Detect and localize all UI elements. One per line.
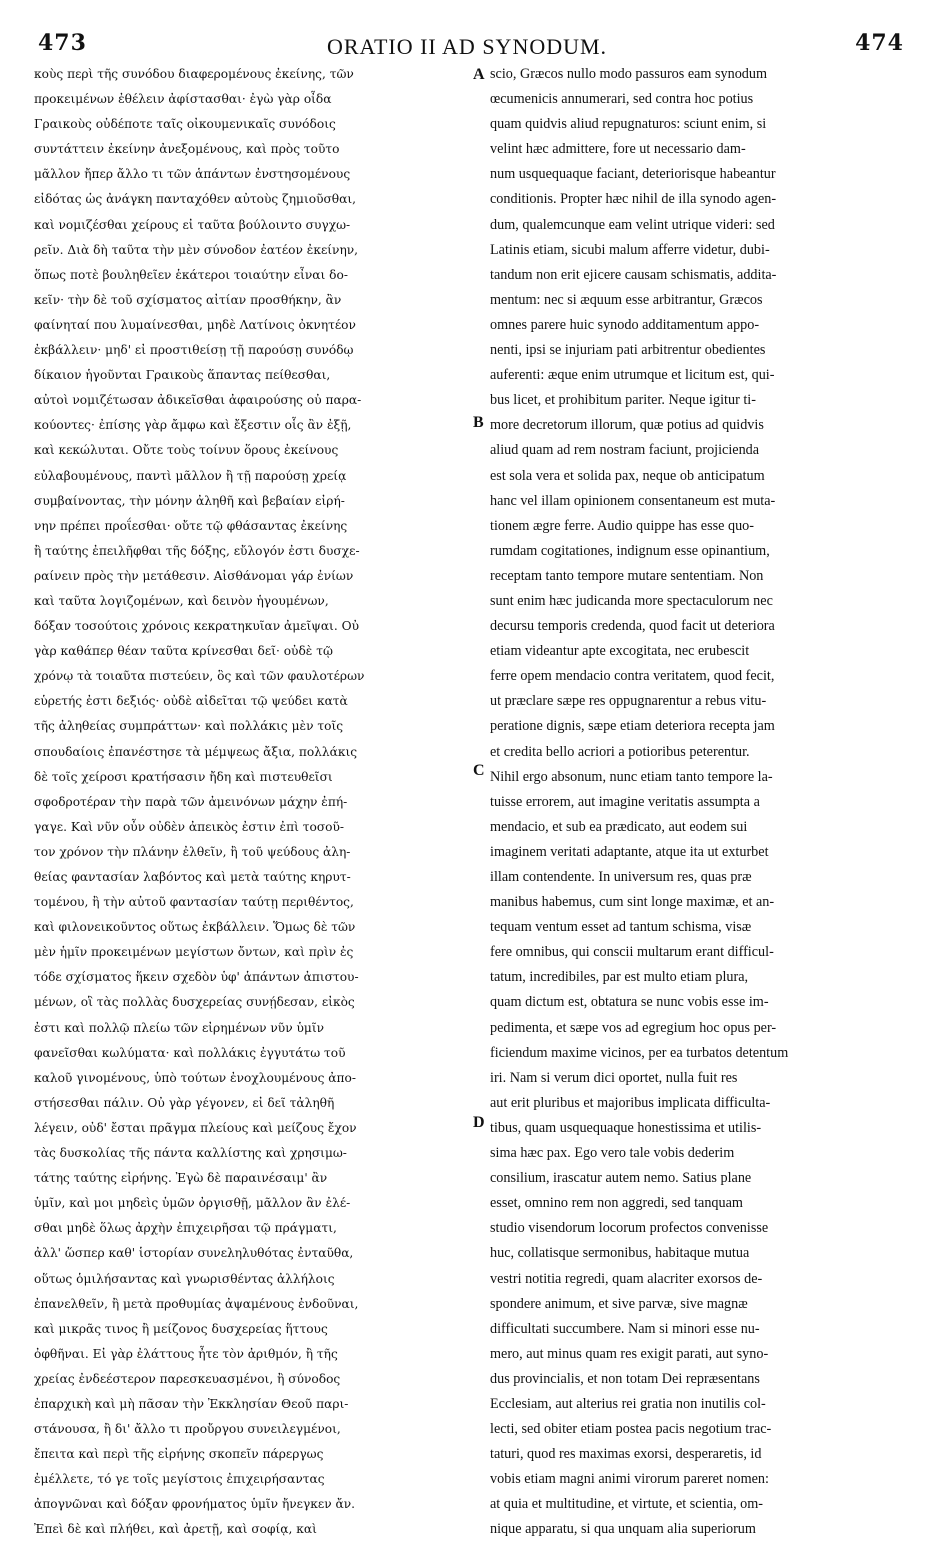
latin-text-line: ferre opem mendacio contra veritatem, quod fecit,: [490, 668, 775, 685]
greek-text-line: καὶ νομιζέσθαι χείρους εἰ ταῦτα βούλοιντο συγχω-: [34, 217, 351, 232]
latin-text-line: est sola vera et solida pax, neque ob anticipatum: [490, 467, 765, 484]
latin-text-line: taturi, quod res maximas exorsi, desperaretis, id: [490, 1446, 762, 1463]
greek-text-line: τον χρόνον τὴν πλάνην ἐλθεῖν, ἢ τοῦ ψεύδους ἀλη-: [34, 844, 351, 859]
latin-text-line: Ecclesiam, aut alterius rei gratia non inutilis col-: [490, 1395, 766, 1412]
greek-text-line: ἀλλ' ὥσπερ καθ' ἱστορίαν συνεληλυθότας ἐνταῦθα,: [34, 1246, 354, 1261]
latin-text-line: quam quidvis aliud repugnaturos: sciunt enim, si: [490, 116, 767, 133]
latin-column: [490, 62, 898, 1538]
greek-text-line: ὑμῖν, καὶ μοι μηδεὶς ὑμῶν ὀργισθῇ, μᾶλλον ἂν ἐλέ-: [34, 1196, 351, 1211]
latin-text-line: aut erit pluribus et majoribus implicata difficulta-: [490, 1094, 771, 1111]
latin-text-line: illam contendente. In universum res, quas præ: [490, 869, 752, 885]
greek-text-line: τόδε σχίσματος ἥκειν σχεδὸν ὑφ' ἁπάντων ἀπιστου-: [34, 970, 359, 985]
latin-text-line: imaginem veritati adaptante, atque ita ut exturbet: [490, 843, 769, 860]
greek-text-line: δὲ τοῖς χείροσι κρατήσασιν ἤδη καὶ πιστευθεῖσι: [34, 769, 333, 784]
greek-text-line: ἐμέλλετε, τό γε τοῖς μεγίστοις ἐπιχειρήσαντας: [34, 1472, 325, 1487]
latin-text-line: lecti, sed obiter etiam postea pacis negotium trac-: [490, 1421, 772, 1438]
latin-text-line: fere omnibus, qui conscii multarum erant difficul-: [490, 944, 774, 961]
latin-text-line: manibus habemus, cum sint longe maximæ, et an-: [490, 894, 775, 911]
page-header: [30, 22, 904, 58]
greek-text-line: τῆς ἀληθείας συμπράττων· καὶ πολλάκις μὲν τοῖς: [34, 719, 344, 734]
latin-text-line: spondere animum, et sive parvæ, sive magnæ: [490, 1295, 748, 1312]
latin-text-line: œcumenicis annumerari, sed contra hoc potius: [490, 91, 754, 108]
greek-text-line: στήσεσθαι πάλιν. Οὐ γὰρ γέγονεν, εἰ δεῖ τἀληθῆ: [34, 1095, 335, 1110]
latin-text-line: ut præclare sæpe res oppugnarentur a rebus vitu-: [490, 693, 767, 710]
greek-text-line: αὐτοὶ νομιζέτωσαν ἀδικεῖσθαι ἀφαιρούσης οὐ παρα-: [34, 393, 362, 408]
greek-text-line: τομένου, ἢ τὴν αὐτοῦ φαντασίαν ταύτῃ περιθέντος,: [34, 895, 354, 910]
greek-text-line: τὰς δυσκολίας τῆς πάντα καλλίστης καὶ χρησιμω-: [34, 1146, 347, 1161]
greek-text-line: χρείας ἐνδεέστερον παρεσκευασμένοι, ἢ σύνοδος: [34, 1371, 341, 1386]
greek-text-line: κοὺς περὶ τῆς συνόδου διαφερομένους ἐκείνης, τῶν: [34, 67, 354, 81]
latin-text-line: quam dictum est, obtatura se nunc vobis esse im-: [490, 994, 769, 1011]
latin-text-line: etiam videantur apte excogitata, nec erubescit: [490, 643, 750, 660]
latin-text-line: tatum, incredibiles, par est multo etiam plura,: [490, 969, 749, 986]
greek-text-line: καὶ μικρᾶς τινος ἢ μείζονος δυσχερείας ἥττους: [34, 1321, 328, 1336]
latin-text-line: vestri notitia regredi, quam alacriter exorsos de-: [490, 1270, 763, 1287]
latin-text-line: difficultati succumbere. Nam si minori esse nu-: [490, 1320, 760, 1337]
page-number-left: 473: [38, 30, 87, 56]
greek-text-line: ἐπανελθεῖν, ἢ μετὰ προθυμίας ἀψαμένους ἐνδοῦναι,: [34, 1296, 359, 1311]
greek-text-line: καὶ κεκώλυται. Οὔτε τοὺς τοίνυν ὅρους ἐκείνους: [34, 443, 339, 458]
greek-text-line: ὀφθῆναι. Εἰ γὰρ ἐλάττους ἦτε τὸν ἀριθμόν, ἢ τῆς: [34, 1346, 338, 1361]
latin-text-line: mero, aut minus quam res exigit parati, aut syno-: [490, 1345, 769, 1362]
greek-text-line: τάτης ταύτης εἰρήνης. Ἐγὼ δὲ παραινέσαιμ' ἂν: [34, 1171, 328, 1186]
greek-text-line: εὐλαβουμένους, παντὶ μᾶλλον ἢ τῇ παρούσῃ χρείᾳ: [34, 468, 347, 483]
greek-text-line: εὑρετής ἐστι δεξιός· οὐδὲ αἰδεῖται τῷ ψεύδει κατὰ: [34, 694, 348, 709]
greek-text-line: μὲν ἡμῖν προκειμένων μεγίστων ὄντων, καὶ πρὶν ἐς: [34, 945, 354, 960]
greek-text-line: συντάττειν ἐκείνην ἀνεξομένους, καὶ πρὸς τοῦτο: [34, 142, 340, 157]
greek-text-line: συμβαίνοντας, τὴν μόνην ἀληθῆ καὶ βεβαίαν εἰρή-: [34, 493, 345, 508]
latin-text-line: tibus, quam usquequaque honestissima et utilis-: [490, 1119, 762, 1136]
greek-text-line: φαίνηταί που λυμαίνεσθαι, μηδὲ Λατίνοις ὀκνητέον: [34, 317, 356, 332]
greek-text-line: στάνουσα, ἢ δι' ἄλλο τι προὔργου συνειλεγμένοι,: [34, 1422, 341, 1437]
greek-text-line: νην πρέπει προΐεσθαι· οὔτε τῷ φθάσαντας ἐκείνης: [34, 518, 348, 533]
latin-text-line: bus licet, et prohibitum pariter. Neque igitur ti-: [490, 392, 756, 409]
section-marker-a: A: [473, 66, 485, 83]
latin-text-line: at quia et multitudine, et virtute, et scientia, om-: [490, 1496, 764, 1513]
greek-text-line: σθαι μηδὲ ὅλως ἀρχὴν ἐπιχειρῆσαι τῷ πράγματι,: [34, 1221, 337, 1236]
greek-text-line: γὰρ καθάπερ θέαν ταῦτα κρίνεσθαι δεῖ· οὐδὲ τῷ: [34, 644, 333, 659]
greek-text-line: ραίνειν πρὸς τὴν μετάθεσιν. Αἰσθάνομαι γάρ ἐνίων: [34, 568, 354, 583]
latin-text-line: aliud quam ad rem nostram faciunt, projicienda: [490, 442, 760, 459]
greek-text-line: ἐπαρχικὴ καὶ μὴ πᾶσαν τὴν Ἐκκλησίαν Θεοῦ παρι-: [34, 1396, 349, 1411]
greek-text-line: ἢ ταύτης ἐπειλῆφθαι τῆς δόξης, εὔλογόν ἐστι δυσχε-: [34, 543, 360, 558]
latin-text-line: sima hæc pax. Ego vero tale vobis dederim: [490, 1145, 735, 1162]
greek-text-line: φανεῖσθαι κωλύματα· καὶ πολλάκις ἐγγυτάτω τοῦ: [34, 1045, 346, 1060]
latin-text-line: scio, Græcos nullo modo passuros eam synodum: [490, 66, 768, 82]
latin-text-line: tuisse errorem, aut imagine veritatis assumpta a: [490, 793, 760, 810]
latin-text-line: studio visendorum locorum profectos convenisse: [490, 1220, 769, 1237]
latin-text-line: dus provincialis, et non totam Dei repræsentans: [490, 1370, 760, 1387]
greek-text-line: μένων, οἳ τὰς πολλὰς δυσχερείας συνῄδεσαν, εἰκὸς: [34, 995, 355, 1010]
greek-text-line: ἀπογνῶναι καὶ δόξαν φρονήματος ὑμῖν ἤνεγκεν ἄν.: [34, 1497, 356, 1512]
greek-text-line: λέγειν, οὐδ' ἔσται πρᾶγμα πλείους καὶ μείζους ἔχον: [34, 1120, 357, 1135]
latin-text-line: tequam ventum esset ad tantum schisma, visæ: [490, 919, 752, 936]
latin-text-line: omnes parere huic synodo additamentum appo-: [490, 316, 760, 333]
latin-text-line: decursu temporis credenda, quod facit ut deteriora: [490, 618, 775, 635]
greek-text-line: ἐκβάλλειν· μηδ' εἰ προστιθείσῃ τῇ παρούσῃ συνόδῳ: [34, 343, 354, 358]
greek-text-line: καὶ ταῦτα λογιζομένων, καὶ δεινὸν ἡγουμένων,: [34, 593, 329, 608]
latin-text-line: pedimenta, et sæpe vos ad egregium hoc opus per-: [490, 1019, 777, 1036]
latin-text-line: sunt enim hæc judicanda more spectaculorum nec: [490, 592, 773, 609]
greek-text-line: ἔπειτα καὶ περὶ τῆς εἰρήνης σκοπεῖν πάρεργως: [34, 1447, 324, 1462]
page-number-right: 474: [855, 30, 904, 56]
latin-text-line: velint hæc admittere, fore ut necessario dam-: [490, 141, 746, 158]
latin-text-line: rumdam cogitationes, indignum esse opinantium,: [490, 542, 770, 559]
greek-text-line: ὅπως ποτὲ βουληθεῖεν ἑκάτεροι τοιαύτην εἶναι δο-: [34, 267, 348, 282]
latin-text-line: auferenti: æque enim utrumque et licitum est, qui-: [490, 367, 775, 384]
greek-text-line: οὕτως ὁμιλήσαντας καὶ γνωρισθέντας ἀλλήλοις: [34, 1271, 335, 1286]
latin-text-line: consilium, irascatur autem nemo. Satius plane: [490, 1170, 752, 1187]
running-title: ORATIO II AD SYNODUM.: [326, 34, 608, 59]
greek-text-line: κεῖν· τὴν δὲ τοῦ σχίσματος αἰτίαν προσθήκην, ἂν: [34, 292, 342, 307]
greek-text-line: θείας φαντασίαν λαβόντος καὶ μετὰ ταύτης κηρυτ-: [34, 870, 351, 884]
greek-column: [34, 62, 470, 1537]
section-marker-d: D: [473, 1114, 485, 1131]
greek-text-line: γαγε. Καὶ νῦν οὖν οὐδὲν ἀπεικὸς ἐστιν ἐπὶ τοσοῦ-: [34, 819, 345, 834]
latin-text-line: dum, qualemcunque eam velint utrique videri: sed: [490, 216, 775, 233]
greek-text-line: καὶ φιλονεικοῦντος οὕτως ἐκβάλλειν. Ὅμως δὲ τῶν: [34, 920, 356, 935]
latin-text-line: tandum non erit ejicere causam schismatis, addita-: [490, 266, 777, 283]
greek-text-line: καλοῦ γινομένους, ὑπὸ τούτων ἐνοχλουμένους ἀπο-: [34, 1070, 356, 1085]
latin-text-line: more decretorum illorum, quæ potius ad quidvis: [490, 417, 764, 434]
latin-text-line: iri. Nam si verum dici oportet, nulla fuit res: [490, 1069, 738, 1086]
latin-text-line: Nihil ergo absonum, nunc etiam tanto tempore la-: [490, 768, 773, 785]
latin-text-line: tionem ægre ferre. Audio quippe has esse quo-: [490, 517, 754, 534]
greek-text-line: κούοντες· ἐπίσης γὰρ ἄμφω καὶ ἔξεστιν οἷς ἂν ἐξῇ,: [34, 418, 352, 433]
greek-text-line: δόξαν τοσούτοις χρόνοις κεκρατηκυῖαν ἀμεῖψαι. Οὐ: [34, 619, 359, 634]
greek-text-line: χρόνῳ τὰ τοιαῦτα πιστεύειν, ὃς καὶ τῶν φαυλοτέρων: [34, 669, 365, 684]
latin-text-line: hanc vel illam opinionem consentaneum est muta-: [490, 492, 776, 509]
latin-text-line: nique apparatu, si qua unquam alia superiorum: [490, 1521, 756, 1538]
latin-text-line: vobis etiam magni animi virorum pareret nomen:: [490, 1471, 769, 1488]
greek-text-line: προκειμένων ἐθέλειν ἀφίστασθαι· ἐγὼ γὰρ οἶδα: [34, 92, 332, 107]
greek-text-line: σπουδαίοις ἐπανέστησε τὰ μέμψεως ἄξια, πολλάκις: [34, 744, 358, 759]
latin-text-line: huc, collatisque sermonibus, habitaque mutua: [490, 1245, 750, 1262]
latin-text-line: nenti, ipsi se injuriam pati arbitrentur obedientes: [490, 342, 766, 359]
greek-text-line: σφοδροτέραν τὴν παρὰ τῶν ἀμεινόνων μάχην ἐπή-: [34, 794, 348, 809]
latin-text-line: ficiendum maxime vicinos, per ea turbatos detentum: [490, 1044, 789, 1061]
latin-text-line: mentum: nec si æquum esse arbitrantur, Græcos: [490, 291, 763, 308]
greek-text-line: Ἐπεὶ δὲ καὶ πλήθει, καὶ ἀρετῇ, καὶ σοφίᾳ, καὶ: [34, 1522, 317, 1537]
latin-text-line: peratione dignis, sæpe etiam deteriora recepta jam: [490, 718, 775, 735]
latin-text-line: esset, omnino rem non aggredi, sed tanquam: [490, 1195, 743, 1212]
greek-text-line: Γραικοὺς οὐδέποτε ταῖς οἰκουμενικαῖς συνόδοις: [34, 117, 336, 132]
latin-text-line: et credita bello acriori a potioribus peterentur.: [490, 743, 750, 760]
greek-text-line: μᾶλλον ἤπερ ἄλλο τι τῶν ἁπάντων ἐνστησομένους: [34, 167, 351, 182]
latin-text-line: mendacio, et sub ea prædicato, aut eodem sui: [490, 818, 748, 835]
greek-text-line: δίκαιον ἡγοῦνται Γραικοὺς ἅπαντας πείθεσθαι,: [34, 368, 331, 383]
section-marker-c: C: [473, 762, 485, 779]
latin-text-line: conditionis. Propter hæc nihil de illa synodo agen-: [490, 191, 777, 208]
greek-text-line: εἰδότας ὡς ἀνάγκη πανταχόθεν αὐτοὺς ζημιοῦσθαι,: [34, 192, 357, 207]
latin-text-line: num usquequaque faciant, deteriorisque habeantur: [490, 166, 776, 183]
latin-text-line: receptam tanto tempore mutare sententiam. Non: [490, 567, 764, 584]
section-marker-b: B: [473, 414, 484, 431]
latin-text-line: Latinis etiam, sicubi malum afferre videtur, dubi-: [490, 241, 770, 258]
greek-text-line: ρεῖν. Διὰ δὴ ταῦτα τὴν μὲν σύνοδον ἐατέον ἐκείνην,: [34, 242, 359, 257]
greek-text-line: ἐστι καὶ πολλῷ πλείω τῶν εἰρημένων νῦν ὑμῖν: [34, 1020, 325, 1035]
